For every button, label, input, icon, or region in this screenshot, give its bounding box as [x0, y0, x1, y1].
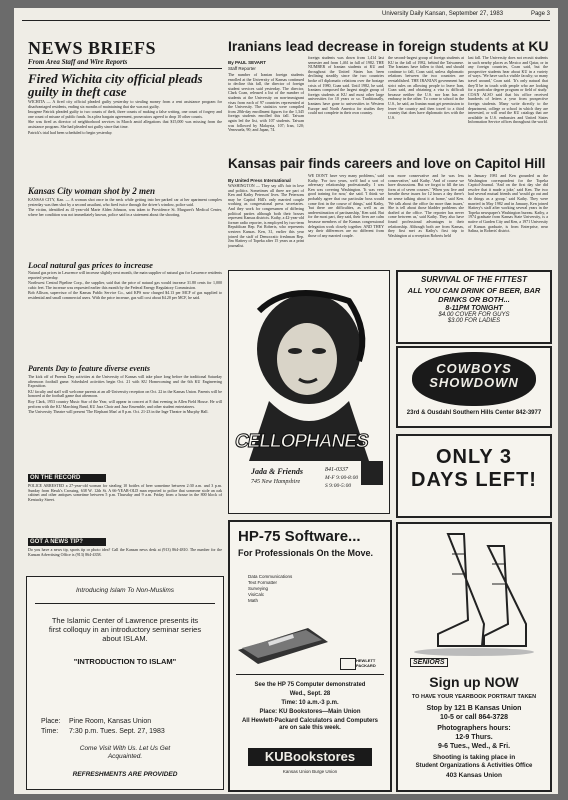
ku-bookstores-sub: Kansas Union Burge Union	[282, 769, 338, 774]
capitol-byline: By United Press International	[228, 178, 291, 183]
hp-ad-subtitle: For Professionals On the Move.	[238, 548, 374, 558]
seniors-line-1: TO HAVE YOUR YEARBOOK PORTRAIT TAKEN	[411, 694, 537, 700]
brief-headline-2: Kansas City woman shot by 2 men	[28, 186, 156, 196]
cowboys-showdown-ad	[396, 346, 552, 428]
capitol-col-4: in January 1981 and Ken grounded as the Washington correspondent for the Topeka Capitol-Journal. 'And on the first day she did resolve that it made a joke,' said Ken. The two had several mutual friends and 'would go out and do things as a group.' said Kathy. They were married in May 1982 and in January, Ken joined Slattery's staff after working several years in the Topeka newspaper's Washington bureau. Kathy, a 1974 graduate from Kansas State University, is a native of Garden City and Ken, a 1971 University of Kansas graduate, is from Enterprise, near Salina, in Roberts' district.	[468, 174, 548, 234]
hp-logo	[340, 658, 356, 670]
islam-ad-heading: Introducing Islam To Non-Muslims	[75, 587, 175, 594]
showdown-logo-text: COWBOYS SHOWDOWN	[429, 361, 519, 390]
iranians-col-1: The number of Iranian foreign students enrolled at the University of Kansas continued to decline this fall, the director of foreign student services said yesterday. The director, Clark Coan, released a list of the number of students at the University on non-immigrant visas from each of 97 countries represented at the University. The statistics were compiled from 20th-day enrollment figures for the 1,345 foreign students enrolled this fall. Taiwan again led the list, with 107 students. Taiwan was followed by Malaysia, 107; Iran, 120; Venezuela, 90; and Japan, 74.	[228, 73, 304, 133]
iranians-col-4: last fall. The University does not recruit students in such nearby places as Mexico and Qatar, or in any foreign countries, Coan said, but the prospective students hear about KU in a variety of ways. 'We have such a visible faculty; so many travel around,' Coan said. 'It's only natural that they'll be in touch with people who are looking for a particular degree program or field of study.' COAN ALSO said that his office received hundreds of letters a year from prospective foreign students. Many write directly to the department, college or school in which they are interested, or will read the KU catalogs that are available in U.S. embassies and United States Information Service offices throughout the world.	[468, 56, 548, 125]
iranians-col-2: foreign students was down from 1,414 last semester and from 1,461 in fall of 1982. THE NUMBER of Iranian students at KU and throughout the United States has been declining steadily since the two countries broke off diplomatic relations over the hostage crisis of 1980, Coan said. Until 1982, he said, Iranians composed the largest single group of foreign students at KU and most other large universities for 10 years or so. Traditionally, Iranians have gone to universities in Western Europe and North America for studies they could not complete in their own country.	[308, 56, 384, 116]
news-tip-heading: GOT A NEWS TIP?	[28, 538, 106, 546]
seniors-line-7: Shooting is taking place in	[432, 754, 516, 761]
header-dateline: University Daily Kansan, September 27, 1983	[382, 11, 504, 17]
iranians-headline: Iranians lead decrease in foreign students at KU	[228, 38, 549, 54]
cellophanes-emblem-icon	[361, 461, 383, 485]
on-the-record-heading: ON THE RECORD	[28, 474, 106, 482]
seniors-line-4: Photographers hours:	[437, 725, 511, 732]
brief-body-1: WICHITA — A fired city official pleaded guilty yesterday to stealing money from a rent assistance program for disadvantaged residents, ending six months of maintaining that she was not guilty. Imogene Patrick pleaded guilty to two counts of theft, three counts of making a false writing, one count of forgery and one count of misuse of public funds. In a plea bargain agreement, prosecutors agreed to drop 10 other counts. She was fired as director of neighborhood services in March amid allegations that $15,000 was missing from the assistance program. She had pleaded not guilty since that time. Patrick's trial had been scheduled to begin yesterday.	[28, 100, 222, 135]
brief-body-4: The kick off of Parents Day activities at the University of Kansas will take place long before the traditional Saturday afternoon football game. Scheduled activities begin Oct. 21 with KU Homecoming and the 6th KU Engineering Exposition. KU faculty and staff will welcome parents at an all-University reception on Oct. 22 in the Kansas Union. Parents will be honored at the football game that afternoon. Roy Clark, 1953 country Music Star of the Year, will appear in concert at 8 that evening in Allen Field House. He will perform with the KU Marching Band, KU Jazz Choir and Jazz Ensemble, and other student entertainers. The University Theatre will present 'The Elephant Man' at 8 p.m. Oct. 21-23 in the Inge Theatre in Murphy Hall.	[28, 375, 222, 415]
islam-ad-lecture: "INTRODUCTION TO ISLAM"	[73, 657, 177, 666]
survival-of-the-fittest-ad	[396, 270, 552, 344]
only-three-line-2: DAYS LEFT!	[411, 469, 537, 491]
hp-ad-title: HP-75 Software...	[238, 528, 361, 545]
hp-brand: HEWLETT PACKARD	[356, 658, 376, 668]
capitol-col-3: was more conservative and he was less conservative,' said Kathy. 'And of course we have discussions. But we forgot to fill the tax form at of seven courses.' 'When you live and breathe these issues for 12 hours a day there's no sense talking about it at home,' said Ken. 'We talk about the office far more than issues,' She is tell about those bladder problems she drafted at the office. 'The reporter has never come between us,' said Kathy. They also have found professional advantages to their relationship. Although both are from Kansas, they first met as Kathy's first trip to Washington at a reception Roberts held	[388, 174, 464, 238]
capitol-headline: Kansas pair finds careers and love on Capitol Hill	[228, 156, 546, 171]
survival-line-4: $3.00 FOR LADIES	[447, 318, 501, 324]
cellophanes-hours-weekday: M-F 9:00-8:00	[325, 475, 359, 481]
seniors-line-6: 9-6 Tues., Wed., & Fri.	[437, 743, 511, 750]
cellophanes-address: 745 New Hampshire	[251, 479, 301, 485]
seniors-badge: SENIORS	[410, 658, 448, 667]
only-three-line-1: ONLY 3	[435, 446, 513, 468]
capitol-col-1: WASHINGTON — They say all's fair in love and politics. Sometimes all three are part of Ken and Kathy Peterson' lives. The Petersons may be Capitol Hill's only married couple working as congressional press secretaries. And they work for congressmen of differing political parties although both their bosses represent Kansas districts. Kathy, a 42-year-old former radio reporter, is employed by two-term Republican Rep. Pat Roberts, who represents western Kansas. Ken, 31, earlier this year joined the staff of Democratic freshman Rep. Jim Slattery of Topeka after 15 years as a print journalist.	[228, 184, 304, 248]
islam-seminar-ad	[26, 576, 224, 790]
seniors-line-2: Stop by 121 B Kansas Union	[426, 705, 522, 712]
hp-demo: See the HP 75 Computer demonstrated	[254, 682, 366, 688]
cellophanes-tagline: Jada & Friends	[251, 467, 304, 476]
cellophanes-phone: 841-0337	[325, 467, 348, 473]
brief-body-2: KANSAS CITY, Kan. — A woman shot once in the neck while getting into her parked car at her apartment complex yesterday was then shot by a second assailant, who fired twice through the driver's window, police said. The victim, identified as 41-year-old Marie Alden Johnson, was taken to Providence St. Margaret's Medical Center, where her condition was not immediately known, police said in a statement about the shooting.	[28, 198, 222, 217]
newspaper-page	[14, 8, 558, 794]
capitol-col-2: WE DON'T have very many problems,' said Kathy. 'For two years, we'd had a sort of adversary relationship professionally. I was Ken was covering Washington. 'It was very good training for now,' she said. 'I think we probably agree that our particular boss would come first in the course of things,' said Kathy, 'but there are difficulties, as well as an underestimation of partisanship,' Ken said. But for the most part, they said, their lives are calm because members of the Kansas congressional delegation work closely together. AND THEY say their differences are no different from those of any married couple.	[308, 174, 384, 238]
page-header	[22, 10, 550, 21]
brief-headline-1: Fired Wichita city official pleads guilty in theft case	[28, 71, 203, 99]
islam-ad-details: Place: Pine Room, Kansas Union Time: 7:30 p.m. Tues. Sept. 27, 1983	[41, 718, 165, 735]
islam-ad-refreshments: REFRESHMENTS ARE PROVIDED	[72, 771, 178, 778]
cellophanes-logo: CELLOPHANES	[233, 431, 370, 452]
seniors-line-3: 10-5 or call 864-3728	[439, 714, 509, 721]
cellophanes-ad	[228, 270, 390, 514]
brief-headline-4: Parents Day to feature diverse events	[28, 364, 150, 373]
hp-75-software-ad	[228, 520, 392, 792]
survival-title: SURVIVAL OF THE FITTEST	[421, 275, 527, 284]
islam-ad-place: Pine Room, Kansas Union	[69, 718, 152, 725]
hp-place: Place: KU Bookstores—Main Union	[259, 709, 361, 715]
hp-ad-bullets: Data Communications Text Formatter Surveying VisiCalc Math	[248, 574, 293, 603]
survival-line-2: 8-11PM TONIGHT	[445, 305, 503, 312]
seniors-line-9: 403 Kansas Union	[446, 772, 502, 779]
islam-ad-come: Come Visit With Us. Let Us Get Acquainted.	[79, 745, 171, 760]
brief-headline-3: Local natural gas prices to increase	[28, 260, 153, 270]
hp-info: All Hewlett-Packard Calculators and Computers are on sale this week.	[241, 718, 379, 731]
seniors-line-8: Student Organizations & Activities Office	[415, 763, 533, 769]
only-three-days-ad	[396, 434, 552, 518]
iranians-col-3: the second-largest group of foreign students at KU in the fall of 1982, behind the Taiwanese. The Iranians have fallen to third, and should continue to fall, Coan said, unless diplomatic relations between the two countries are reestablished. THE IRANIAN government has strict rules on allowing people to leave Iran, Coan said, and obtaining a visa is difficult because neither the U.S. nor Iran has an embassy in the other. To come to school in the U.S., he said, an Iranian must get permission to leave the country and then travel to a third country that does have diplomatic ties with the U.S.	[388, 56, 464, 120]
ku-bookstores-logo: KUBookstores	[248, 748, 372, 766]
cowboy-boots-illustration	[398, 524, 550, 674]
brief-body-3: Natural gas prices in Lawrence will increase slightly next month, the main supplier of natural gas for Lawrence residents reported yesterday. Northwest Central Pipeline Corp., the supplier, said that the price of natural gas would increase 31.80 cents for 1,000 cubic feet. The increase was requested earlier this month by the Federal Energy Regulatory Commission. Bob Allison, supervisor of the Kansas Public Service Co., said KPS now charged $4.13 per MCF of gas supplied to residential and small commercial users. With the price increase, gas will cost about $4.20 per MCF, he said.	[28, 271, 222, 300]
hp-time: Time: 10 a.m.-3 p.m.	[281, 700, 339, 706]
seniors-yearbook-ad	[396, 522, 552, 792]
iranians-byline-role: Staff Reporter	[228, 66, 256, 71]
on-the-record-body: POLICE ARRESTED a 27-year-old woman for stealing 10 bottles of beer sometime between 2:30 a.m. and 3 p.m. Sunday from Hawk's Crossing, 638 W. 12th St. A 66-YEAR-OLD man reported to police that someone stole an oak cabinet and other antiques sometime between 5 p.m. Thursday and 9 a.m. Friday from a house in the 800 block of Kentucky Street.	[28, 484, 222, 502]
survival-line-3: $4.00 COVER FOR GUYS	[438, 312, 510, 318]
news-briefs-title: NEWS BRIEFS	[28, 38, 157, 58]
islam-ad-time: 7:30 p.m. Tues. Sept. 27, 1983	[69, 728, 165, 735]
islam-ad-body: The Islamic Center of Lawrence presents its first colloquy in an introductory seminar series about ISLAM.	[48, 616, 202, 643]
news-briefs-subtitle: From Area Staff and Wire Reports	[28, 58, 128, 66]
news-tip-body: Do you have a news tip, sports tip or photo idea? Call the Kansan news desk at (913) 864-4810. The number for the Kansan Advertising Office is (913) 864-4358.	[28, 548, 222, 557]
seniors-signup: Sign up NOW	[429, 674, 519, 690]
survival-line-1: ALL YOU CAN DRINK OF BEER, BAR DRINKS OR BOTH...	[407, 286, 541, 304]
iranians-byline: By PAUL SEVART	[228, 60, 267, 65]
seniors-line-5: 12-9 Thurs.	[455, 734, 493, 741]
showdown-address: 23rd & Ousdahl Southern Hills Center 842-3977	[406, 410, 542, 416]
page-number: Page 3	[530, 11, 550, 17]
hp-date: Wed., Sept. 28	[289, 691, 331, 697]
hp-75-computer-illustration	[238, 620, 328, 664]
cellophanes-hours-saturday: S 9:00-5:00	[325, 483, 352, 489]
